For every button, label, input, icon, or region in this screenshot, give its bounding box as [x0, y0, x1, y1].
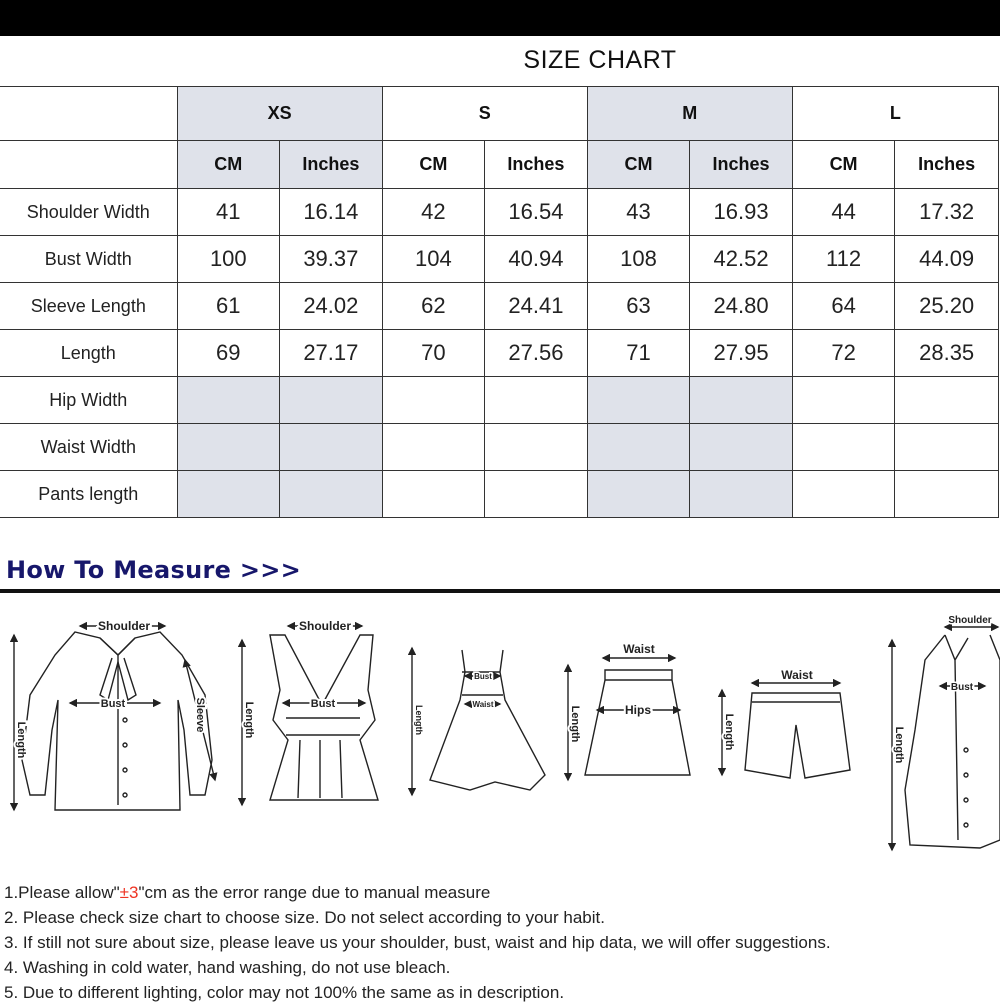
table-cell: 41 [177, 189, 279, 236]
how-to-measure-heading: How To Measure >>> [6, 556, 302, 584]
table-row [0, 189, 999, 236]
table-cell: 43 [587, 189, 689, 236]
table-cell: 24.80 [690, 283, 793, 330]
table-cell: 17.32 [895, 189, 999, 236]
table-cell: 69 [177, 330, 279, 377]
table-cell [587, 424, 689, 471]
dress-length-label: Length [414, 705, 424, 735]
note-1-tolerance: ±3 [119, 883, 139, 902]
table-cell: 104 [382, 236, 484, 283]
table-cell: 42 [382, 189, 484, 236]
row-label: Sleeve Length [0, 283, 177, 330]
tank-shoulder-label: Shoulder [298, 619, 352, 633]
skirt-length-label: Length [569, 705, 581, 743]
unit-header: CM [587, 141, 689, 189]
unit-header: Inches [895, 141, 999, 189]
table-cell: 39.37 [280, 236, 383, 283]
shorts-length-label: Length [723, 713, 735, 751]
size-header-s: S [382, 87, 587, 141]
table-cell: 24.41 [485, 283, 588, 330]
note-1-text-end: "cm as the error range due to manual measure [138, 883, 491, 902]
table-cell [280, 377, 383, 424]
table-cell [280, 424, 383, 471]
table-cell [382, 471, 484, 518]
unit-header: CM [177, 141, 279, 189]
corner-cell [0, 141, 177, 189]
table-cell: 27.56 [485, 330, 588, 377]
table-row [0, 236, 999, 283]
table-cell: 25.20 [895, 283, 999, 330]
dress-illustration [412, 648, 545, 795]
table-cell [690, 377, 793, 424]
skirt-waist-label: Waist [623, 642, 655, 656]
row-label: Length [0, 330, 177, 377]
table-cell [690, 424, 793, 471]
note-3: 3. If still not sure about size, please leave us your shoulder, bust, waist and hip data, we will offer suggestions. [4, 933, 831, 952]
size-header-xs: XS [177, 87, 382, 141]
table-cell [280, 471, 383, 518]
dress-bust-label: Bust [474, 672, 492, 681]
notes-list [4, 880, 831, 1005]
coat-illustration [892, 627, 1000, 850]
section-divider [0, 589, 1000, 593]
corner-cell [0, 87, 177, 141]
coat-shoulder-label: Shoulder [948, 615, 992, 626]
tank-length-label: Length [243, 701, 255, 739]
table-cell [382, 424, 484, 471]
table-cell [485, 471, 588, 518]
skirt-illustration [568, 658, 690, 780]
table-cell: 70 [382, 330, 484, 377]
unit-header: Inches [690, 141, 793, 189]
table-cell: 27.17 [280, 330, 383, 377]
table-cell: 71 [587, 330, 689, 377]
unit-header: CM [382, 141, 484, 189]
table-cell: 16.14 [280, 189, 383, 236]
note-5: 5. Due to different lighting, color may not 100% the same as in description. [4, 983, 565, 1002]
table-cell: 28.35 [895, 330, 999, 377]
shorts-illustration [722, 683, 850, 778]
shorts-waist-label: Waist [781, 668, 813, 682]
unit-header: Inches [280, 141, 383, 189]
shirt-bust-label: Bust [100, 698, 126, 710]
shirt-shoulder-label: Shoulder [97, 619, 151, 633]
table-cell [895, 424, 999, 471]
table-cell [587, 471, 689, 518]
size-header-m: M [587, 87, 792, 141]
table-cell: 44 [792, 189, 894, 236]
coat-bust-label: Bust [950, 682, 974, 693]
table-cell [177, 377, 279, 424]
measurement-illustrations [0, 600, 1000, 875]
size-header-l: L [792, 87, 998, 141]
table-row [0, 377, 999, 424]
skirt-hips-label: Hips [624, 703, 652, 717]
table-cell: 62 [382, 283, 484, 330]
note-1 [4, 880, 831, 905]
row-label: Hip Width [0, 377, 177, 424]
table-cell [587, 377, 689, 424]
table-cell: 112 [792, 236, 894, 283]
row-label: Bust Width [0, 236, 177, 283]
table-cell: 40.94 [485, 236, 588, 283]
coat-length-label: Length [893, 726, 905, 764]
table-cell [792, 424, 894, 471]
unit-header: Inches [485, 141, 588, 189]
note-2: 2. Please check size chart to choose size. Do not select according to your habit. [4, 908, 605, 927]
shirt-sleeve-label: Sleeve [194, 697, 206, 733]
table-cell: 16.54 [485, 189, 588, 236]
table-row [0, 330, 999, 377]
table-cell [895, 377, 999, 424]
table-cell [792, 471, 894, 518]
table-cell: 63 [587, 283, 689, 330]
shirt-illustration [14, 626, 215, 810]
table-cell: 64 [792, 283, 894, 330]
table-cell [792, 377, 894, 424]
table-cell: 100 [177, 236, 279, 283]
shirt-length-label: Length [15, 721, 27, 759]
tank-bust-label: Bust [310, 698, 336, 710]
table-cell: 72 [792, 330, 894, 377]
row-label: Pants length [0, 471, 177, 518]
note-1-text: 1.Please allow" [4, 883, 120, 902]
note-4: 4. Washing in cold water, hand washing, do not use bleach. [4, 958, 451, 977]
table-cell: 108 [587, 236, 689, 283]
row-label: Waist Width [0, 424, 177, 471]
table-cell [177, 424, 279, 471]
size-chart-table [0, 86, 999, 518]
table-row [0, 283, 999, 330]
table-cell: 16.93 [690, 189, 793, 236]
page-title: SIZE CHART [523, 46, 677, 74]
table-cell [690, 471, 793, 518]
table-cell: 42.52 [690, 236, 793, 283]
table-cell [895, 471, 999, 518]
dress-waist-label: Waist [472, 700, 494, 709]
table-cell [382, 377, 484, 424]
table-cell: 44.09 [895, 236, 999, 283]
table-cell: 27.95 [690, 330, 793, 377]
table-row [0, 424, 999, 471]
table-cell [177, 471, 279, 518]
table-cell [485, 377, 588, 424]
table-cell [485, 424, 588, 471]
table-cell: 61 [177, 283, 279, 330]
row-label: Shoulder Width [0, 189, 177, 236]
tank-illustration [242, 626, 378, 805]
table-row [0, 471, 999, 518]
unit-header: CM [792, 141, 894, 189]
table-cell: 24.02 [280, 283, 383, 330]
top-black-bar [0, 0, 1000, 36]
